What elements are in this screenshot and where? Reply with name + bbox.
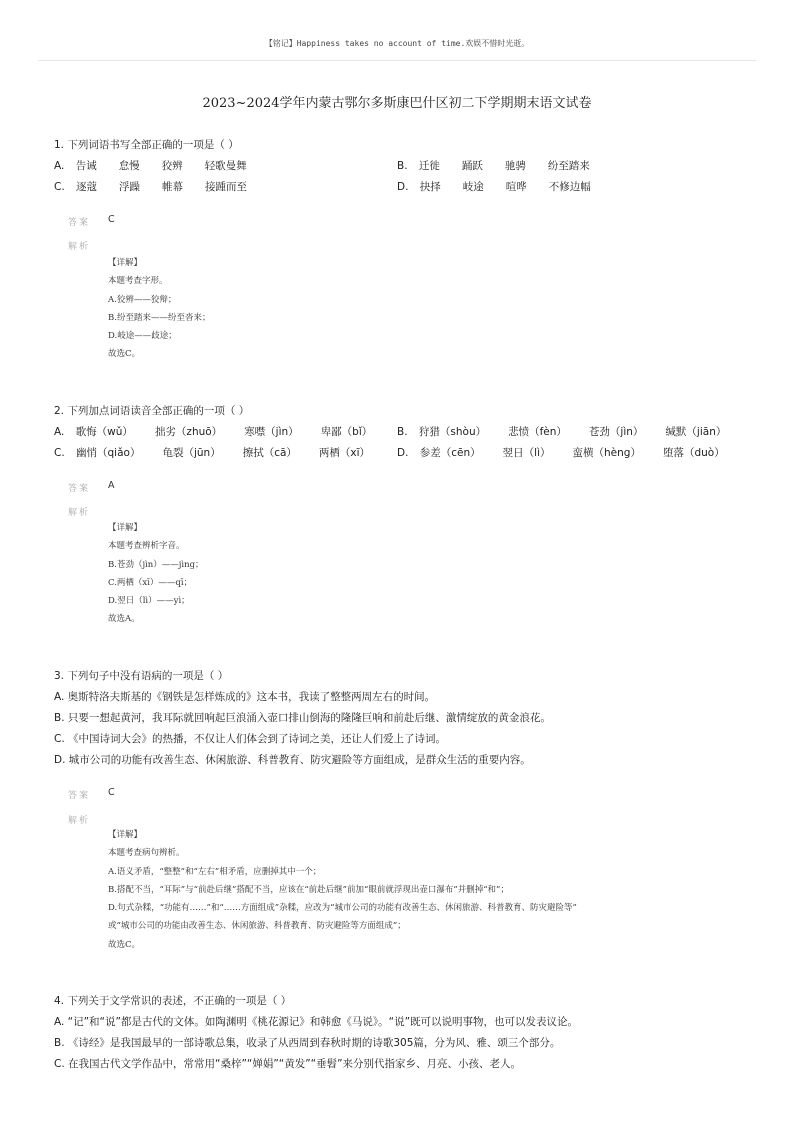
q2-option-b[interactable]: B. 狩猎（shòu） 悲愤（fèn） 苍劲（jìn） 缄默（jiān） (397, 426, 727, 438)
q3-option-b[interactable]: B. 只要一想起黄河，我耳际就回响起巨浪涌入壶口排山倒海的隆隆巨响和前赴后继、激情绽放的黄金浪花。 (54, 712, 551, 724)
q3-answer: C (108, 787, 115, 798)
q3-option-c[interactable]: C. 《中国诗词大会》的热播，不仅让人们体会到了诗词之美，还让人们爱上了诗词。 (54, 733, 447, 745)
option-letter: D. (397, 181, 409, 193)
option-letter: A. (54, 426, 65, 438)
q3-explanation: 【详解】 本题考查病句辨析。 A.语义矛盾，“整整”和“左右”相矛盾，应删掉其中一个； B.搭配不当，“耳际”与“前赴后继”搭配不当，应该在“前赴后继”前加“眼前就浮现出壶口瀑布”并删掉“和”； D.句式杂糅，“功能有……”和“……方面组成”杂糅，应改为“城市公司的功能有改善生态、休闲旅游、科普教育、防灾避险等” 或“城市公司的功能由改善生态、休闲旅游、科普教育、防灾避险等方面组成”； 故选C。 (108, 830, 577, 950)
q1-answer: C (108, 214, 115, 225)
q1-option-d[interactable]: D. 抉择 岐途 喧哗 不修边幅 (397, 181, 591, 193)
q2-answer: A (108, 480, 115, 491)
option-letter: B. (397, 160, 408, 172)
answer-label: 答案 (68, 218, 91, 228)
question-3-stem: 3. 下列句子中没有语病的一项是（ ） (54, 670, 229, 682)
option-letter: B. (397, 426, 408, 438)
q2-option-a[interactable]: A. 歌悔（wǔ） 拙劣（zhuō） 寒噤（jìn） 卑鄙（bǐ） (54, 426, 373, 438)
analysis-label: 解析 (68, 242, 91, 252)
q3-option-a[interactable]: A. 奥斯特洛夫斯基的《钢铁是怎样炼成的》这本书，我读了整整两周左右的时间。 (54, 691, 436, 703)
option-letter: C. (54, 181, 65, 193)
q4-option-a[interactable]: A. “记”和“说”都是古代的文体。如陶渊明《桃花源记》和韩愈《马说》。“说”既可以说明事物，也可以发表议论。 (54, 1016, 579, 1028)
analysis-label: 解析 (68, 508, 91, 518)
q4-option-b[interactable]: B. 《诗经》是我国最早的一部诗歌总集，收录了从西周到春秋时期的诗歌305篇，分为风、雅、颂三个部分。 (54, 1037, 561, 1049)
page-title: 2023~2024学年内蒙古鄂尔多斯康巴什区初二下学期期末语文试卷 (202, 96, 592, 111)
question-2-stem: 2. 下列加点词语读音全部正确的一项（ ） (54, 405, 250, 417)
header-divider (38, 60, 756, 61)
option-letter: A. (54, 160, 65, 172)
answer-label: 答案 (68, 484, 91, 494)
option-letter: D. (397, 447, 409, 459)
question-4-stem: 4. 下列关于文学常识的表述，不正确的一项是（ ） (54, 995, 292, 1007)
q4-option-c[interactable]: C. 在我国古代文学作品中，常常用“桑梓”“婵娟”“黄发”“垂髫”来分别代指家乡、月亮、小孩、老人。 (54, 1058, 522, 1070)
q1-option-b[interactable]: B. 迁徙 踊跃 驰骋 纷至踏来 (397, 160, 590, 172)
q1-option-a[interactable]: A. 告诫 怠慢 狡辨 轻歌曼舞 (54, 160, 247, 172)
analysis-label: 解析 (68, 816, 91, 826)
q2-option-d[interactable]: D. 参差（cēn） 翌日（lì） 蛮横（hèng） 堕落（duò） (397, 447, 725, 459)
option-letter: C. (54, 447, 65, 459)
q2-explanation: 【详解】 本题考查辨析字音。 B.苍劲（jìn）——jìng； C.两栖（xī）——qī； D.翌日（lì）——yì； 故选A。 (108, 523, 204, 625)
q3-option-d[interactable]: D. 城市公司的功能有改善生态、休闲旅游、科普教育、防灾避险等方面组成，是群众生活的重要内容。 (54, 754, 531, 766)
q2-option-c[interactable]: C. 幽悄（qiǎo） 龟裂（jūn） 擦拭（cā） 两栖（xī） (54, 447, 371, 459)
question-1-stem: 1. 下列词语书写全部正确的一项是（ ） (54, 139, 239, 151)
q1-option-c[interactable]: C. 逐蔻 浮躁 帷幕 接踵而至 (54, 181, 248, 193)
q1-explanation: 【详解】 本题考查字形。 A.狡辨——狡辩； B.纷至踏来——纷至沓来； D.岐途——歧途； 故选C。 (108, 258, 211, 360)
page-header: 【铭记】Happiness takes no account of time.欢娱不惜时光逝。 (264, 39, 530, 48)
answer-label: 答案 (68, 791, 91, 801)
